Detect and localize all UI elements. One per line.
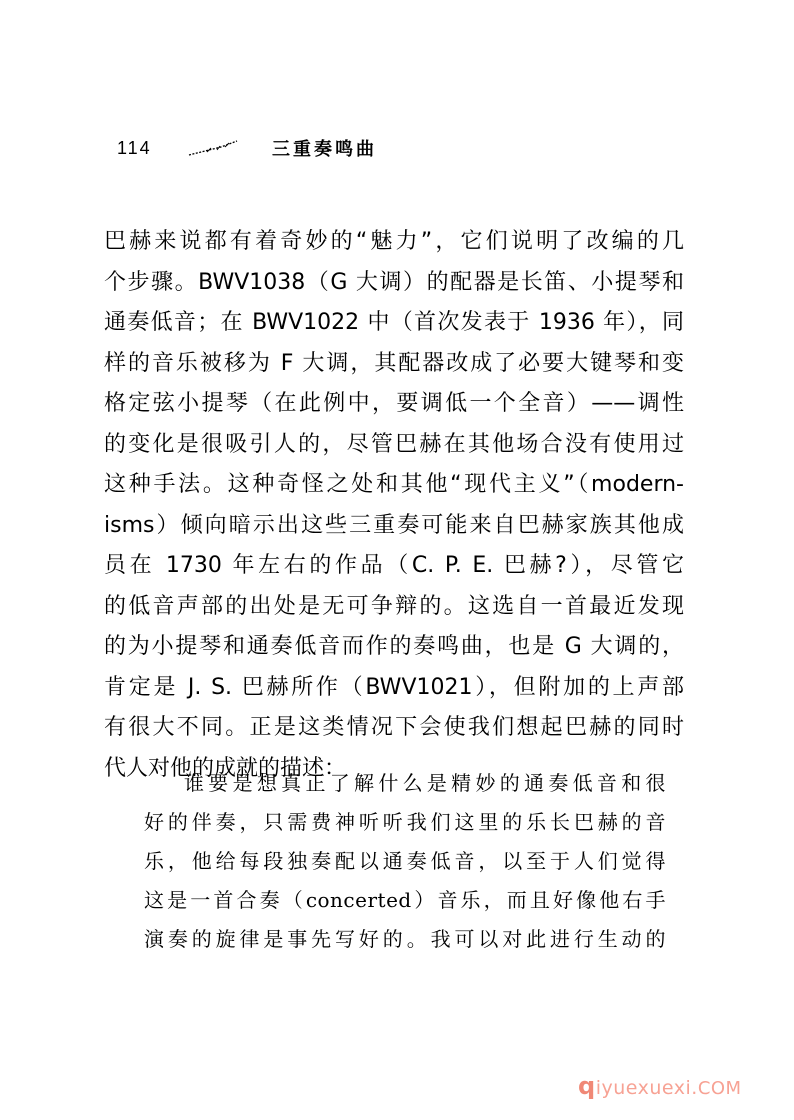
text-line: 的变化是很吸引人的，尽管巴赫在其他场合没有使用过: [104, 431, 684, 457]
quote-line: 好的伴奏，只需费神听听我们这里的乐长巴赫的音: [144, 810, 666, 834]
quote-line: 乐，他给每段独奏配以通奏低音，以至于人们觉得: [144, 849, 666, 873]
text-line: 通奏低音；在 BWV1022 中（首次发表于 1936 年），同: [104, 310, 684, 335]
text-line: 样的音乐被移为 F 大调，其配器改成了必要大键琴和变: [104, 350, 684, 376]
quote-line: 这是一首合奏（concerted）音乐，而且好像他右手: [144, 888, 666, 912]
text-line: 格定弦小提琴（在此例中，要调低一个全音）——调性: [104, 391, 684, 416]
text-line: 这种手法。这种奇怪之处和其他“现代主义”（modern-: [104, 472, 684, 497]
text-line: 肯定是 J. S. 巴赫所作（BWV1021），但附加的上声部: [104, 674, 684, 700]
running-title: 三重奏鸣曲: [272, 139, 377, 160]
watermark: [578, 1072, 742, 1100]
text-line: 代人对他的成就的描述：: [104, 755, 347, 781]
page-number: 114: [117, 137, 152, 158]
watermark-suffix: COM: [697, 1078, 742, 1099]
text-line: 有很大不同。正是这类情况下会使我们想起巴赫的同时: [104, 715, 684, 740]
watermark-logo-letter: q: [578, 1072, 596, 1100]
text-line: 的为小提琴和通奏低音而作的奏鸣曲，也是 G 大调的，: [104, 634, 684, 659]
page-header: [117, 133, 377, 163]
text-line: isms）倾向暗示出这些三重奏可能来自巴赫家族其他成: [104, 512, 684, 538]
quote-line: 演奏的旋律是事先写好的。我可以对此进行生动的: [144, 927, 666, 951]
text-line: 个步骤。BWV1038（G 大调）的配器是长笛、小提琴和: [104, 269, 684, 295]
text-line: 员在 1730 年左右的作品（C. P. E. 巴赫?），尽管它: [104, 553, 684, 578]
text-line: 的低音声部的出处是无可争辩的。这选自一首最近发现: [104, 593, 684, 619]
body-paragraph: [104, 222, 684, 789]
text-line: 巴赫来说都有着奇妙的“魅力”，它们说明了改编的几: [104, 229, 684, 254]
watermark-text: iyuexuexi.: [595, 1077, 698, 1099]
quote-line: 谁要是想真正了解什么是精妙的通奏低音和很: [184, 771, 666, 795]
decorative-flourish-icon: [187, 138, 242, 158]
block-quote: [144, 764, 666, 959]
